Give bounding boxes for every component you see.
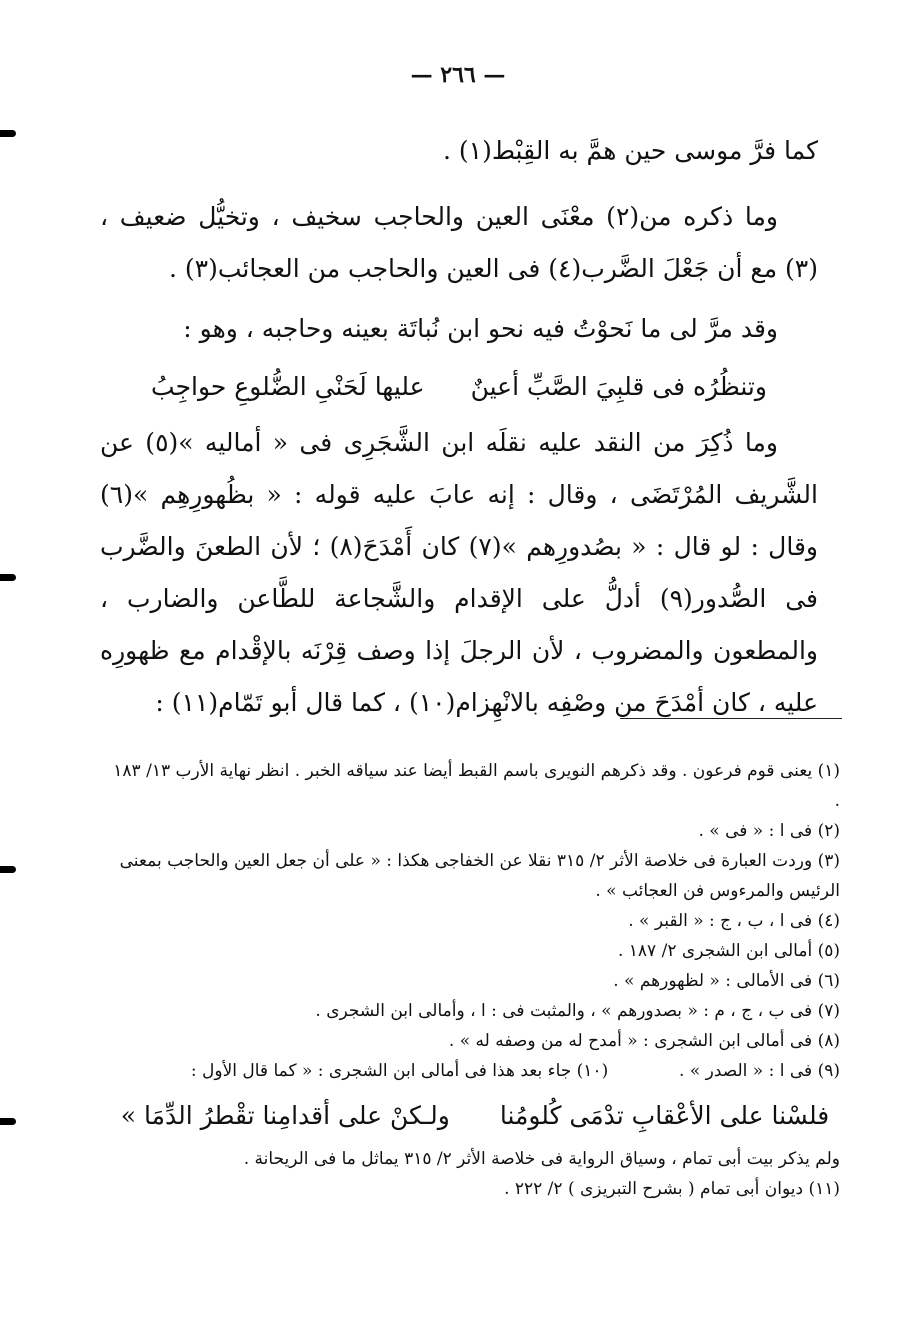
verse: [100, 359, 818, 415]
footnote-8: (٨) فى أمالى ابن الشجرى : « أمدح له من وصفه له » .: [448, 1031, 840, 1051]
verse-first-hemistich: وتنظُرُه فى قلبِيَ الصَّبِّ أعينٌ: [470, 372, 767, 401]
footnote-1: (١) يعنى قوم فرعون . وقد ذكرهم النويرى باسم القبط أيضا عند سياقه الخبر . انظر نهاية الأرب ١٣/ ١٨٣ .: [113, 761, 840, 811]
binding-mark: [0, 130, 16, 137]
footnote-5: (٥) أمالى ابن الشجرى ٢/ ١٨٧ .: [617, 941, 840, 961]
footnote-verse-first: فلسْنا على الأعْقابِ تدْمَى كُلومُنا: [499, 1101, 830, 1130]
page-number: — ٢٦٦ —: [410, 62, 506, 88]
footnotes: [110, 756, 840, 1204]
footnote-divider: [620, 718, 842, 719]
paragraph-4: وما ذُكِرَ من النقد عليه نقلَه ابن الشَّجَرِى فى « أماليه »(٥) عن الشَّريف المُرْتَضَى ، وقال : إنه عابَ عليه قوله : « بظُهورِهِم »(٦) وقال : لو قال : « بصُدورِهم »(٧) كان أَمْدَحَ(٨) ؛ لأن الطعنَ والضَّرب فى الصُّدور(٩) أدلُّ على الإقدام والشَّجاعة للطَّاعن والضارب ، والمطعون والمضروب ، لأن الرجلَ إذا وصف قِرْنَه بالإقْدام مع ظهورِه عليه ، كان أمْدَحَ من وصْفِه بالانْهِزام(١٠) ، كما قال أبو تَمّام(١١) :: [100, 428, 818, 717]
footnote-3: (٣) وردت العبارة فى خلاصة الأثر ٢/ ٣١٥ نقلا عن الخفاجى هكذا : « على أن جعل العين والحاجب بمعنى الرئيس والمرءوس فن العجائب » .: [119, 851, 840, 901]
footnote-4: (٤) فى ا ، ب ، ج : « القبر » .: [628, 911, 840, 931]
footnote-9: (٩) فى ا : « الصدر » .: [679, 1061, 840, 1081]
verse-second-hemistich: عليها لَحَنْىِ الضُّلوعِ حواجِبُ: [151, 372, 425, 401]
footnote-verse-second: ولـكنْ على أقدامِنا تقْطرُ الدِّمَا »: [120, 1101, 450, 1130]
footnote-11: (١١) ديوان أبى تمام ( بشرح التبريزى ) ٢/ ٢٢٢ .: [504, 1179, 840, 1199]
footnote-9-10: [110, 1056, 840, 1086]
footnote-2: (٢) فى ا : « فى » .: [698, 821, 840, 841]
paragraph-2: وما ذكره من(٢) معْنَى العين والحاجب سخيف ، وتخيُّل ضعيف ، (٣) مع أن جَعْلَ الضَّرب(٤) فى العين والحاجب من العجائب(٣) .: [100, 202, 818, 283]
binding-mark: [0, 866, 16, 873]
footnote-7: (٧) فى ب ، ج ، م : « بصدورهم » ، والمثبت فى : ا ، وأمالى ابن الشجرى .: [315, 1001, 840, 1021]
paragraph-3: وقد مرَّ لى ما نَحوْتُ فيه نحو ابن نُباتَة بعينه وحاجبه ، وهو :: [183, 314, 778, 343]
footnote-6: (٦) فى الأمالى : « لظهورهم » .: [613, 971, 840, 991]
footnote-10: (١٠) جاء بعد هذا فى أمالى ابن الشجرى : « كما قال الأول :: [190, 1061, 609, 1081]
main-text: [100, 125, 818, 729]
text-line-1: كما فرَّ موسى حين همَّ به القِبْط(١) .: [442, 136, 818, 165]
binding-mark: [0, 1118, 16, 1125]
footnote-10-continued: ولم يذكر بيت أبى تمام ، وسياق الرواية فى خلاصة الأثر ٢/ ٣١٥ يماثل ما فى الريحانة .: [243, 1149, 840, 1169]
binding-mark: [0, 574, 16, 581]
footnote-verse: [110, 1092, 840, 1140]
